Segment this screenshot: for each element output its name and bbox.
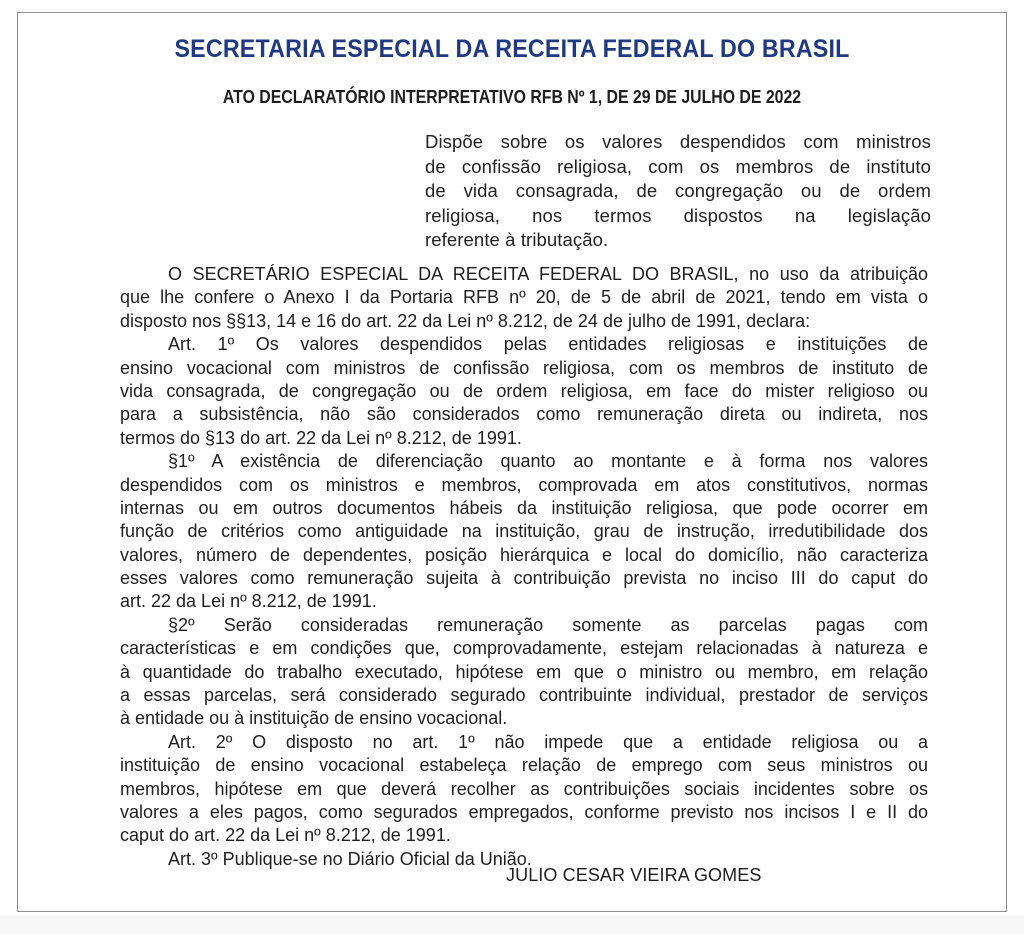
text-line: Art. 2º O disposto no art. 1º não impede que a entidade religiosa ou a — [168, 731, 928, 752]
ementa-line: referente à tributação. — [425, 229, 609, 250]
text-line: à quantidade do trabalho executado, hipótese em que o ministro ou membro, em relação — [120, 661, 928, 682]
document-body — [120, 263, 928, 871]
text-line: caput do art. 22 da Lei nº 8.212, de 1991. — [120, 825, 451, 846]
text-line: que lhe confere o Anexo I da Portaria RFB nº 20, de 5 de abril de 2021, tendo em vista o — [120, 287, 928, 308]
text-line: membros, hipótese em que deverá recolher as contribuições sociais incidentes sobre os — [120, 778, 928, 799]
text-line: Art. 3º Publique-se no Diário Oficial da União. — [168, 848, 532, 869]
ementa-summary — [425, 130, 931, 253]
signatory-name: JULIO CESAR VIEIRA GOMES — [506, 865, 762, 885]
paragraph-preamble — [120, 263, 928, 333]
text-line: art. 22 da Lei nº 8.212, de 1991. — [120, 591, 377, 612]
agency-title: SECRETARIA ESPECIAL DA RECEITA FEDERAL DO BRASIL — [174, 35, 850, 63]
text-line: valores, número de dependentes, posição hierárquica e local do domicílio, não caracteriza — [120, 544, 928, 565]
text-line: a essas parcelas, será considerado segurado contribuinte individual, prestador de serviços — [120, 685, 928, 706]
text-line: esses valores como remuneração sujeita à contribuição prevista no inciso III do caput do — [120, 568, 928, 589]
text-line: valores a eles pagos, como segurados empregados, conforme previsto nos incisos I e II do — [120, 801, 928, 822]
text-line: características e em condições que, comprovadamente, estejam relacionadas à natureza e — [120, 638, 928, 659]
text-line: internas ou em outros documentos hábeis da instituição religiosa, que pode ocorrer em — [120, 497, 928, 518]
paragraph-article-1-section-1 — [120, 450, 928, 614]
paragraph-article-2 — [120, 731, 928, 848]
text-line: vida consagrada, de congregação ou de ordem religiosa, em face do mister religioso ou — [120, 380, 928, 401]
text-line: §2º Serão consideradas remuneração somente as parcelas pagas com — [168, 614, 928, 635]
text-line: termos do §13 do art. 22 da Lei nº 8.212, de 1991. — [120, 427, 522, 448]
ementa-line: Dispõe sobre os valores despendidos com ministros — [425, 131, 931, 152]
ementa-line: religiosa, nos termos dispostos na legislação — [425, 204, 931, 226]
text-line: §1º A existência de diferenciação quanto ao montante e à forma nos valores — [168, 451, 928, 472]
act-title: ATO DECLARATÓRIO INTERPRETATIVO RFB Nº 1, DE 29 DE JULHO DE 2022 — [222, 87, 802, 107]
text-line: à entidade ou à instituição de ensino vocacional. — [120, 708, 508, 729]
paragraph-article-1-section-2 — [120, 614, 928, 731]
text-line: Art. 1º Os valores despendidos pelas entidades religiosas e instituições de — [168, 334, 928, 355]
paragraph-article-1 — [120, 333, 928, 450]
text-line: para a subsistência, não são considerados como remuneração direta ou indireta, nos — [120, 404, 928, 425]
text-line: disposto nos §§13, 14 e 16 do art. 22 da Lei nº 8.212, de 24 de julho de 1991, declara: — [120, 310, 811, 331]
text-line: despendidos com os ministros e membros, comprovada em atos constitutivos, normas — [120, 474, 928, 495]
ementa-line: de confissão religiosa, com os membros de instituto — [425, 155, 931, 177]
page-background-strip — [0, 915, 1024, 934]
text-line: O SECRETÁRIO ESPECIAL DA RECEITA FEDERAL DO BRASIL, no uso da atribuição — [168, 264, 928, 284]
ementa-line: de vida consagrada, de congregação ou de ordem — [425, 180, 931, 201]
text-line: ensino vocacional com ministros de confissão religiosa, com os membros de instituto de — [120, 357, 928, 378]
document-frame — [17, 12, 1007, 912]
text-line: instituição de ensino vocacional estabeleça relação de emprego com seus ministros ou — [120, 755, 928, 776]
text-line: função de critérios como antiguidade na instituição, grau de instrução, irredutibilidade dos — [120, 521, 928, 542]
